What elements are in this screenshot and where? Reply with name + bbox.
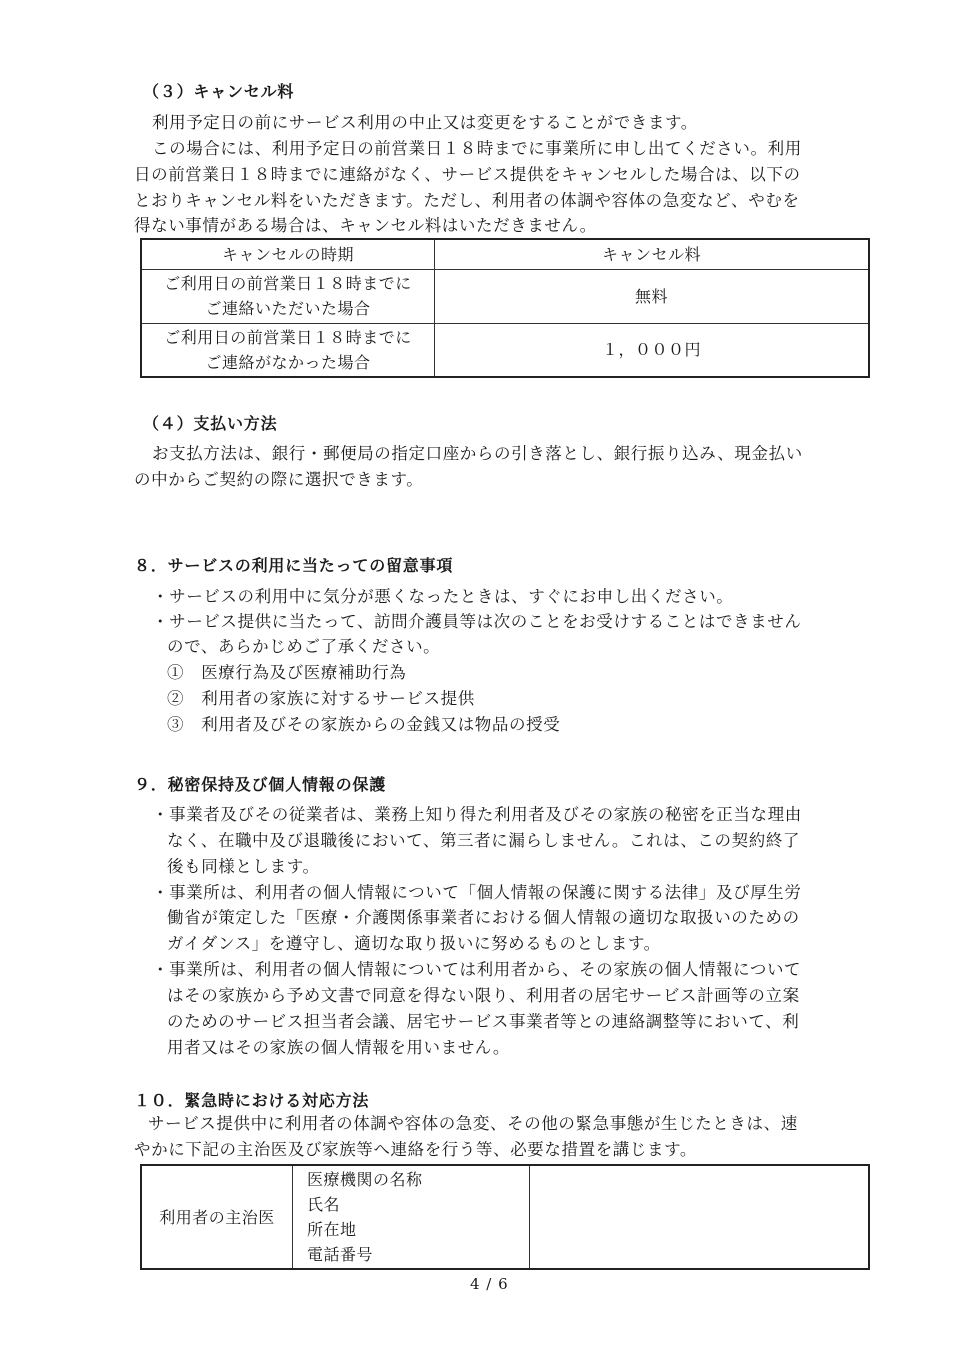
cancellation-fee-table [140,238,870,378]
field-name: 氏名 [307,1195,341,1214]
section-10-line-1: サービス提供中に利用者の体調や容体の急変、その他の緊急事態が生じたときは、速 [148,1114,798,1133]
section-8-line-3: ので、あらかじめご了承ください。 [167,637,441,656]
section-10-line-2: やかに下記の主治医及び家族等へ連絡を行う等、必要な措置を講じます。 [134,1140,697,1159]
section-3-line-4: とおりキャンセル料をいただきます。ただし、利用者の体調や容体の急変など、やむを [134,191,800,210]
section-10-heading: １０．緊急時における対応方法 [134,1091,370,1110]
section-3-line-1: 利用予定日の前にサービス利用の中止又は変更をすることができます。 [152,113,698,132]
section-8-line-2: ・サービス提供に当たって、訪問介護員等は次のことをお受けすることはできません [152,612,802,631]
cancel-timing-cell [141,269,435,323]
attending-physician-table [140,1164,870,1270]
header-cancel-timing: キャンセルの時期 [141,239,435,269]
section-3-heading: （３）キャンセル料 [143,82,295,101]
section-8-heading: ８．サービスの利用に当たっての留意事項 [134,556,454,575]
section-9-line-6: ガイダンス」を遵守し、適切な取り扱いに努めるものとします。 [167,934,661,953]
physician-value-cell [530,1165,870,1269]
table-row [141,1165,869,1269]
section-8-item-2: ② 利用者の家族に対するサービス提供 [167,689,475,708]
section-8-item-1: ① 医療行為及び医療補助行為 [167,663,407,682]
table-row [141,323,869,377]
section-4-line-2: の中からご契約の際に選択できます。 [134,470,424,489]
field-institution-name: 医療機関の名称 [307,1170,423,1189]
cancel-timing-line-1: ご利用日の前営業日１８時までに [164,274,412,293]
table-row [141,269,869,323]
cancel-timing-line-1: ご利用日の前営業日１８時までに [164,327,412,347]
section-3-line-3: 日の前営業日１８時までに連絡がなく、サービス提供をキャンセルした場合は、以下の [134,165,801,184]
section-3-line-5: 得ない事情がある場合は、キャンセル料はいただきません。 [134,216,597,235]
section-9-line-3: 後も同様とします。 [167,857,320,876]
section-9-line-1: ・事業者及びその従業者は、業務上知り得た利用者及びその家族の秘密を正当な理由 [152,805,802,824]
section-9-line-8: はその家族から予め文書で同意を得ない限り、利用者の居宅サービス計画等の立案 [167,986,800,1005]
section-8-item-3: ③ 利用者及びその家族からの金銭又は物品の授受 [167,715,561,734]
physician-fields-cell [293,1165,530,1269]
table-header-row [141,239,869,269]
cancel-timing-cell [141,323,435,377]
cancel-fee-cell: 無料 [435,269,870,323]
field-phone: 電話番号 [307,1245,374,1264]
page-number: 4 / 6 [470,1275,509,1293]
section-8-line-1: ・サービスの利用中に気分が悪くなったときは、すぐにお申し出ください。 [152,587,734,606]
section-9-line-4: ・事業所は、利用者の個人情報について「個人情報の保護に関する法律」及び厚生労 [152,883,802,902]
section-9-heading: ９．秘密保持及び個人情報の保護 [134,775,387,794]
section-9-line-7: ・事業所は、利用者の個人情報については利用者から、その家族の個人情報について [152,960,802,979]
field-address: 所在地 [307,1220,357,1239]
section-9-line-9: のためのサービス担当者会議、居宅サービス事業者等との連絡調整等において、利 [167,1012,800,1031]
section-9-line-2: なく、在職中及び退職後において、第三者に漏らしません。これは、この契約終了 [167,831,801,850]
section-9-line-5: 働省が策定した「医療・介護関係事業者における個人情報の適切な取扱いのための [167,908,800,927]
header-cancel-fee: キャンセル料 [435,239,870,269]
cancel-timing-line-2: ご連絡がなかった場合 [205,352,371,372]
section-9-line-10: 用者又はその家族の個人情報を用いません。 [167,1038,510,1057]
section-3-line-2: この場合には、利用予定日の前営業日１８時までに事業所に申し出てください。利用 [152,139,802,158]
section-4-heading: （４）支払い方法 [143,414,278,433]
physician-label-cell: 利用者の主治医 [141,1165,293,1269]
cancel-fee-cell: １，０００円 [435,323,870,377]
cancel-timing-line-2: ご連絡いただいた場合 [205,299,371,318]
section-4-line-1: お支払方法は、銀行・郵便局の指定口座からの引き落とし、銀行振り込み、現金払い [152,444,803,463]
